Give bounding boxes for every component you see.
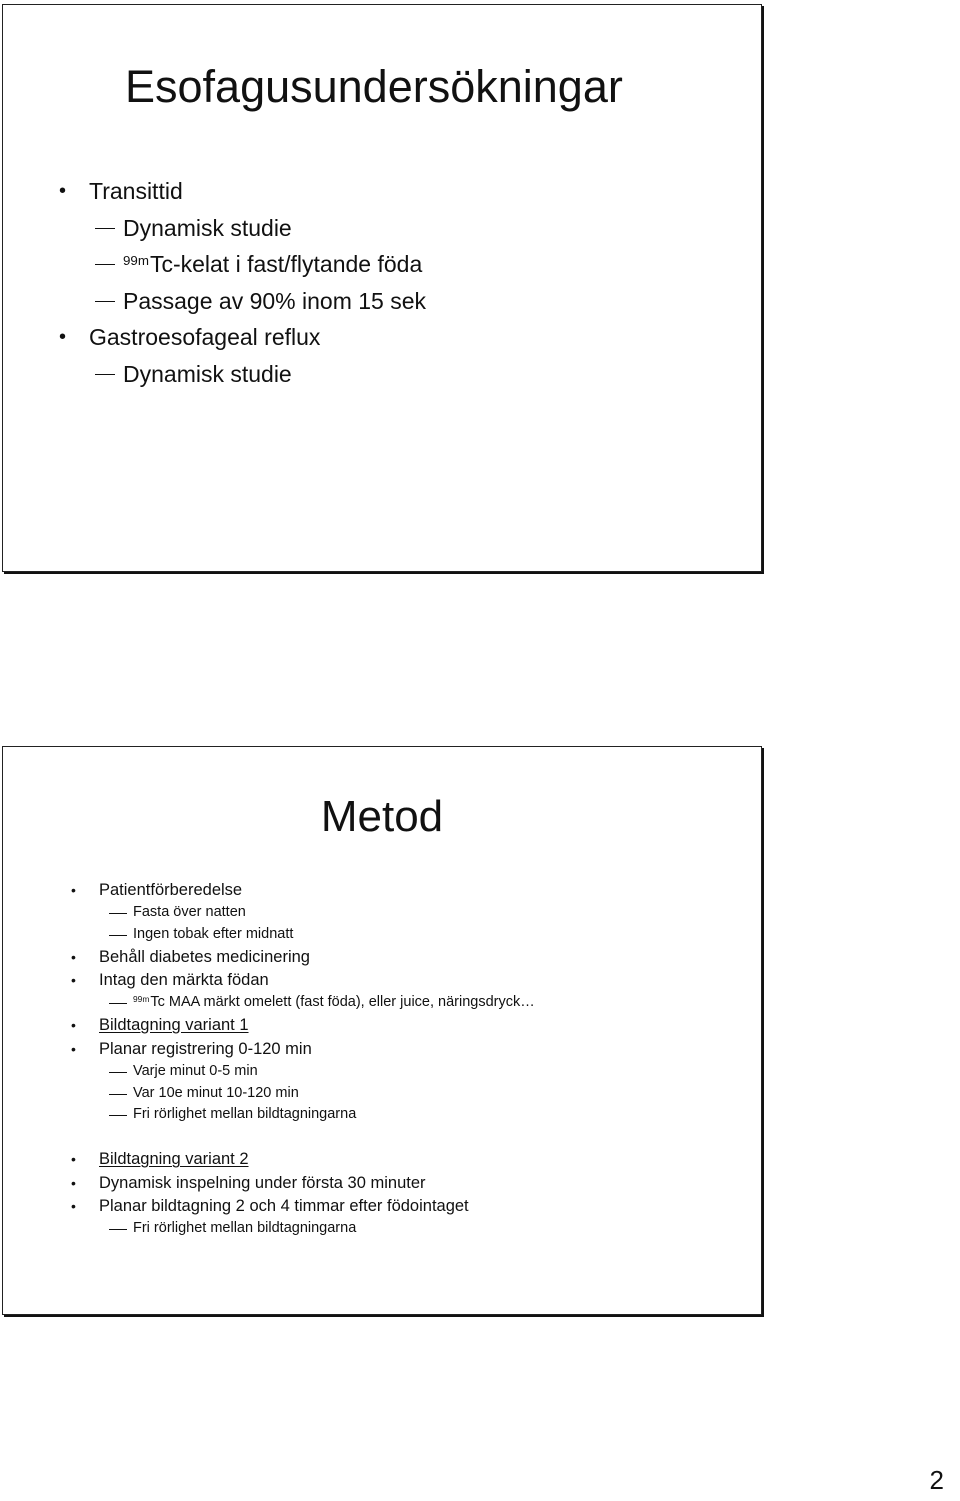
bullet-text: Bildtagning variant 2 (99, 1150, 249, 1169)
bullet-item (67, 969, 535, 992)
bullet-text: Dynamisk inspelning under första 30 minuter (99, 1173, 426, 1192)
bullet-list (67, 879, 535, 1240)
bullet-text: Fri rörlighet mellan bildtagningarna (133, 1106, 357, 1123)
slide-metod (2, 746, 762, 1315)
sub-bullet-item (67, 924, 535, 946)
sub-bullet-item (55, 356, 426, 393)
bullet-text: Varje minut 0-5 min (133, 1062, 258, 1079)
bullet-text: Bildtagning variant 1 (99, 1016, 249, 1035)
dash-icon (109, 1072, 127, 1073)
isotope-superscript: 99m (123, 252, 149, 268)
bullet-item (67, 946, 535, 969)
sub-bullet-item (67, 1061, 535, 1083)
slide-esofagusundersokningar (2, 4, 762, 572)
bullet-text: Var 10e minut 10-120 min (133, 1084, 299, 1101)
bullet-text: Planar registrering 0-120 min (99, 1039, 312, 1058)
bullet-dot-icon: • (59, 326, 67, 348)
bullet-text: Tc MAA märkt omelett (fast föda), eller juice, näringsdryck… (150, 994, 535, 1011)
dash-icon (109, 1115, 127, 1116)
sub-bullet-item (67, 1218, 535, 1240)
slide-title: Esofagusundersökningar (125, 61, 623, 112)
sub-bullet-item (55, 210, 426, 247)
bullet-item (67, 1148, 535, 1171)
bullet-text: Ingen tobak efter midnatt (133, 926, 294, 943)
dash-icon (95, 264, 115, 265)
bullet-text: Fasta över natten (133, 904, 246, 921)
bullet-dot-icon: • (71, 1040, 76, 1057)
sub-bullet-item (55, 246, 426, 283)
bullet-text: Dynamisk studie (123, 214, 292, 241)
dash-icon (109, 913, 127, 914)
bullet-dot-icon: • (71, 1017, 76, 1034)
slide-title: Metod (320, 792, 444, 841)
sub-bullet-item (67, 902, 535, 924)
bullet-item (67, 1195, 535, 1218)
bullet-text: Planar bildtagning 2 och 4 timmar efter födointaget (99, 1196, 469, 1215)
bullet-text: Intag den märkta födan (99, 971, 269, 990)
bullet-text: Fri rörlighet mellan bildtagningarna (133, 1220, 357, 1237)
sub-bullet-item (55, 283, 426, 320)
dash-icon (109, 1003, 127, 1004)
bullet-item (67, 1014, 535, 1037)
bullet-item (67, 1172, 535, 1195)
bullet-dot-icon: • (71, 1151, 76, 1168)
dash-icon (109, 1094, 127, 1095)
dash-icon (95, 228, 115, 229)
dash-icon (109, 1229, 127, 1230)
bullet-list (55, 173, 426, 392)
bullet-text: Gastroesofageal reflux (89, 324, 321, 350)
bullet-dot-icon: • (71, 972, 76, 989)
bullet-text: Behåll diabetes medicinering (99, 947, 310, 966)
bullet-dot-icon: • (71, 1197, 76, 1214)
dash-icon (95, 301, 115, 302)
bullet-dot-icon: • (71, 948, 76, 965)
bullet-item (55, 319, 426, 356)
bullet-text: Transittid (89, 178, 183, 204)
bullet-dot-icon: • (59, 180, 67, 202)
isotope-superscript: 99m (133, 993, 150, 1004)
dash-icon (109, 935, 127, 936)
bullet-text: Passage av 90% inom 15 sek (123, 287, 427, 314)
bullet-item (67, 1038, 535, 1061)
sub-bullet-item (67, 1104, 535, 1126)
sub-bullet-item (67, 1083, 535, 1105)
bullet-text: Dynamisk studie (123, 360, 292, 387)
bullet-dot-icon: • (71, 1174, 76, 1191)
bullet-text: Tc-kelat i fast/flytande föda (149, 251, 423, 277)
bullet-item (67, 879, 535, 902)
sub-bullet-item (67, 992, 535, 1014)
page-number: 2 (929, 1465, 944, 1495)
bullet-item (55, 173, 426, 210)
dash-icon (95, 374, 115, 375)
bullet-dot-icon: • (71, 882, 76, 898)
bullet-text: Patientförberedelse (99, 881, 243, 899)
